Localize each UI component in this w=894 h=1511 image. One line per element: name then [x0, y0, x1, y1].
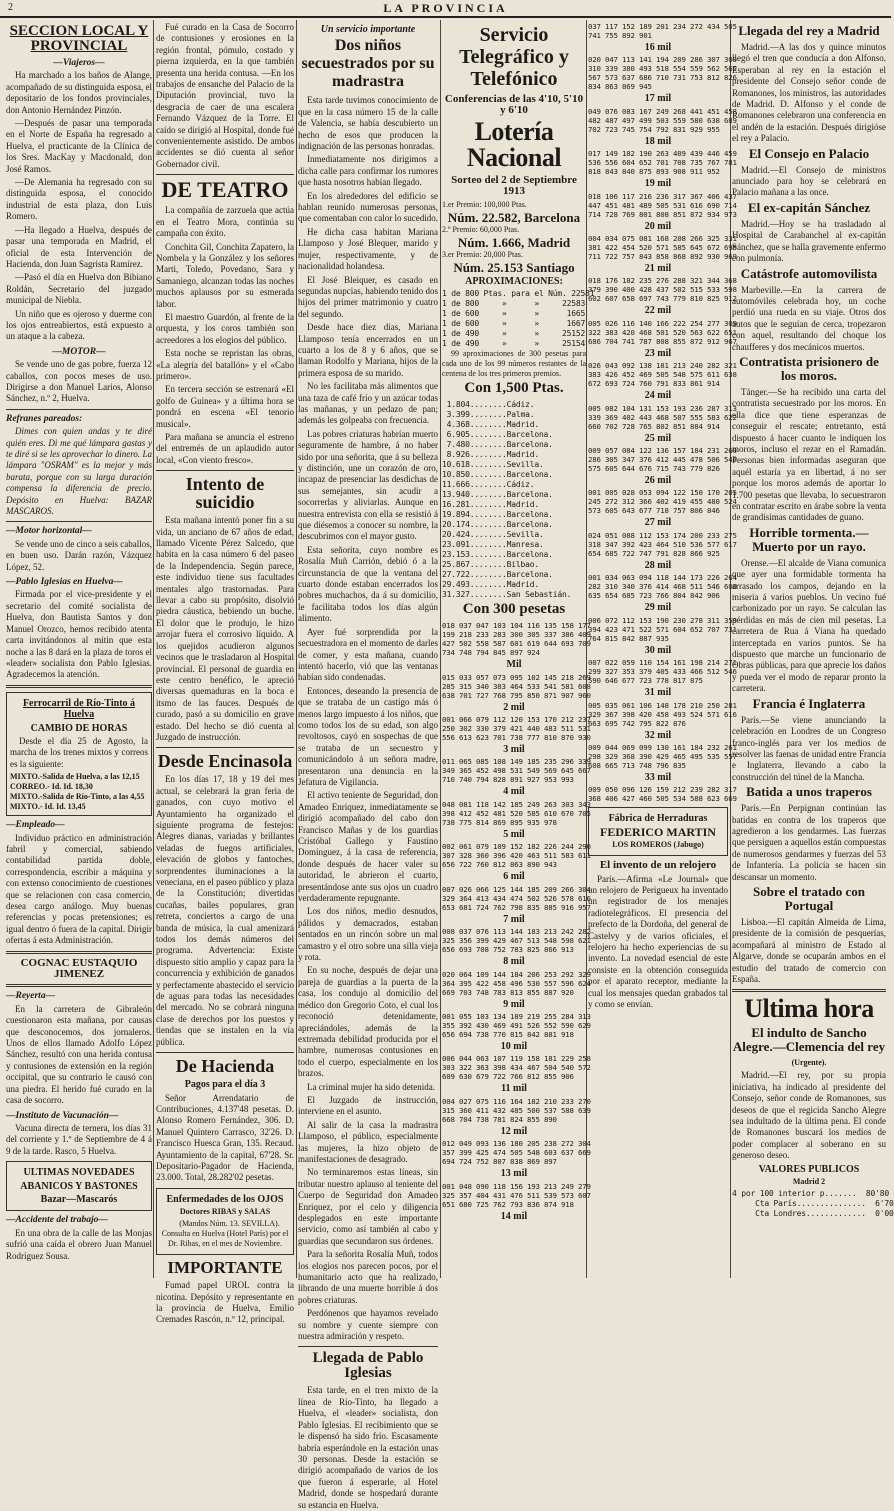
item-heading: —Pablo Iglesias en Huelva—	[6, 577, 123, 588]
paragraph: No les facilitaba más alimentos que una taza de café frío y un azúcar todas las mañanas, y un pedazo de pan; además les golpeaba con frecuencia.	[298, 381, 438, 426]
divider	[732, 989, 886, 992]
article-title: Llegada de Pablo Iglesias	[312, 1350, 424, 1382]
article-title: Dos niños secuestrados por su madrastra	[301, 37, 435, 91]
notice-title: Ferrocarril de Río-Tinto á Huelva	[22, 697, 136, 721]
thousand-heading: 12 mil	[500, 1125, 528, 1137]
paragraph: En los días 17, 18 y 19 del mes actual, se celebrará la gran feria de ganados, con cuyo motivo el Ayuntamiento ha organizado el siguiente programa de festejos: Alegres dianas, variadas y brillantes veladas de fuegos artificiales, elevación de globos y fantoches, sorprendentes iluminaciones a la veneciana, en el paseo público y plaza de la Constitución; divertidas cucañas, bailes populares, gran retreta, conciertos a cargo de una banda de música, la cual amenizará todos los demás números del programa. Advertencia: Existe dispuesto sitio amplio y capaz para la concurrencia y exhibición de ganados y perfectamente abastecido el servicio de aguas para todas las necesidades del mercado. No se cobrará ninguna clase de derechos por los puestos y tiendas que se instalen en la vía pública.	[156, 774, 294, 1047]
paragraph: Las pobres criaturas habrían muerto seguramente de hambre, á no haber sido por una señorita, que á su belleza y distinción, une un corazón de oro, incapaz de presenciar las desdichas de sus semejantes, sin acudir a socorrerlas y aliviarlas. Aunque en nuestra entrevista con ella se resistió á que diésemos a conocer su nombre, la descubrimos con el mayor gusto.	[298, 428, 438, 542]
prize-label: 2.º Premio: 60,000 Ptas.	[442, 225, 520, 235]
thousand-heading: 2 mil	[503, 701, 525, 713]
paragraph: —Ha llegado a Huelva, después de pasar una temporada en Madrid, el oficial de esta Intervención de Hacienda, don Juan Sagrista Ramírez.	[6, 224, 152, 269]
paragraph: Tánger.—Se ha recibido una carta del contratista secuestrado por los moros. En ella dice que tiene esperanzas de conseguir el rescate; entretanto, está dispuesto á hacer cuanto le indiquen los moros, incluso el rezar en el Ramadán. Personas bien informadas aseguran que aquél estaría ya en libertad, á no ser porque los moros además de aportar lo 1.700 pesetas que llevaba, lo secuestraron en contratar escrito en árabe sobre la venta de grandísimas cantidades de guano.	[732, 386, 886, 523]
item-heading: —Motor horizontal—	[6, 526, 92, 537]
number-block: 020 064 109 144 184 206 253 292 329 364 395 422 458 496 530 557 596 624 669 703 748 783 813 855 887 920	[442, 969, 591, 997]
paragraph: Se vende uno de cinco a seis caballos, en buen uso. Darán razón, Vázquez López, 52.	[6, 538, 152, 572]
paragraph: La criminal mujer ha sido detenida.	[307, 1081, 435, 1092]
prize-number: Núm. 25.153 Santiago	[453, 260, 575, 276]
railway-notice	[6, 692, 152, 816]
number-block: 005 026 116 140 166 222 254 277 309 322 383 420 468 501 520 563 622 651 686 704 741 787 808 855 872 912 967	[588, 318, 737, 346]
number-block: 009 044 069 099 130 161 184 232 261 298 329 368 390 429 465 495 535 557 608 665 713 748 796 835	[588, 742, 737, 770]
thousand-heading: 16 mil	[644, 42, 672, 53]
column-wire-news	[732, 22, 894, 1274]
paragraph: Marbeville.—En la carrera de automóviles celebrada hoy, un coche perdió una rueda en su viaje. Otros dos autos que le seguían de cerca, tropezaron con aquel, resultando del choque los chaufferes y dos mecánicos muertos.	[732, 284, 886, 352]
paragraph: —Pasó el día en Huelva don Bibiano Roldán, Secretario del juzgado municipal de Niebla.	[6, 272, 152, 306]
divider	[156, 174, 294, 175]
column-feature	[298, 22, 438, 1510]
ad-name: FEDERICO MARTIN	[600, 824, 716, 839]
article-title: IMPORTANTE	[167, 1258, 283, 1278]
divider	[6, 951, 152, 954]
thousand-heading: 24 mil	[644, 390, 672, 402]
number-block: 007 026 066 125 144 185 209 266 304 329 364 413 434 474 502 526 578 616 653 681 724 762 798 835 885 916 957	[442, 884, 591, 912]
ad-title: COGNAC EUSTAQUIO JIMENEZ	[20, 956, 138, 981]
thousand-heading: 29 mil	[644, 602, 672, 614]
item-heading: —Empleado—	[6, 820, 65, 831]
number-block: 011 065 085 108 149 185 235 296 339 349 365 452 498 531 549 569 645 667 710 740 794 828 891 927 953 993	[442, 757, 591, 785]
subtitle: APROXIMACIONES:	[465, 275, 563, 287]
number-block: 012 049 093 136 180 205 238 272 304 357 399 425 474 505 548 603 637 669 694 724 752 807 838 869 897	[442, 1139, 591, 1167]
paragraph: Esta mañana intentó poner fin a su vida, un anciano de 67 años de edad, llamado Vicente Pérez Salcedo, que habita en la casa número 6 del paseo de la Independencia. Según parece, este individuo tiene sus facultades mentales algo trastornadas. Para llevar a cabo su propósito, disolvió piedra cáustica, bebiendo un buche. El dolor que le produjo, le hizo arrojar fuera el corrosivo líquido. A los quejidos acudieron algunos vecinos que le trasladaron al Hospital provincial. El personal de guardia en este centro benéfico, le apreció diversas quemaduras en la boca e itsmo de las fauces. Después de curado, pasó a su domicilio en grave estado. Del hecho se dió cuenta al Juzgado de instrucción.	[156, 515, 294, 742]
paragraph: La compañía de zarzuela que actúa en el Teatro Mora, continúa su campaña con éxito.	[156, 205, 294, 239]
paragraph: Ha marchado a los baños de Alange, acompañado de su distinguida esposa, el depositario de los fondos provinciales, don Antonio Hernández Pinzón.	[6, 70, 152, 115]
paragraph: París.—Se viene anunciando la celebración en Londres de un Congreso franco-inglés para ver los medios de resolver las faenas de unidad entre Francia e Inglaterra, llevando a cabo la construcción del túnel de la Mancha.	[732, 714, 886, 782]
thousand-heading: 3 mil	[503, 744, 525, 756]
divider	[6, 984, 152, 987]
number-block: 026 043 092 138 181 213 240 282 321 383 426 452 469 505 548 575 611 638 672 693 724 760 791 833 861 914	[588, 361, 737, 389]
paragraph: Ayer fué sorprendida por la secuestradora en el momento de darles de comer, y esta mañana, cuando intentó hacerlo, vió que las ventanas habían sido condenadas.	[298, 626, 438, 683]
masthead	[0, 0, 891, 18]
paragraph: En tercera sección se estrenará «El golfo de Guinea» y a última hora se pondrá en escena «El tenorio musical».	[156, 384, 294, 429]
thousand-heading: 26 mil	[644, 475, 672, 487]
approximations-list: 1 de 800 Ptas. para el Núm. 22581 1 de 800 » » 22583 1 de 600 » » 1665 1 de 600 » » 1667 1 de 490 » » 25152 1 de 490 » » 25154	[442, 289, 595, 349]
section-heading: Servicio Telegráfico y Telefónico	[459, 24, 569, 90]
prize-group-title: Con 1,500 Ptas.	[464, 380, 564, 397]
item-heading: —Viajeros—	[53, 58, 105, 68]
thousand-heading: 7 mil	[503, 913, 525, 925]
column-news	[156, 22, 294, 1325]
paragraph: Los dos niños, medio desnudos, pálidos y demacrados, estaban sentados en un rincón sobre un mal camastro y el otro sobre una silla vieja y rota.	[298, 906, 438, 963]
article-title: Intento de suicidio	[185, 474, 265, 513]
divider	[156, 747, 294, 748]
thousand-heading: 18 mil	[644, 135, 672, 147]
number-block: 015 033 057 073 095 102 145 218 269 285 315 340 383 464 533 541 581 608 638 701 727 768 795 850 871 907 960	[442, 672, 591, 700]
thousand-heading: 6 mil	[503, 871, 525, 883]
bazar-ad	[6, 1161, 152, 1211]
article-title: De Hacienda	[175, 1056, 275, 1077]
number-block: 018 176 182 235 276 288 321 344 368 379 390 400 428 437 502 515 533 598 602 607 658 697 743 779 810 825 912	[588, 276, 737, 304]
paragraph: El Juzgado de instrucción, interviene en el asunto.	[298, 1094, 438, 1117]
paragraph: Lisboa.—El capitán Almeida de Lima, presidente de la comisión de pesquerías, acompañará al ministro de Estado al Algarve, donde se ocuparán ambos en el estudio del tratado de comercio con España.	[732, 916, 886, 984]
paragraph: He dicha casa habitan Mariana Llamposo y José Blequer, marido y mujer, respectivamente, y de nacionalidad holandesa.	[298, 226, 438, 272]
article-title: Llegada del rey a Madrid	[738, 23, 880, 38]
column-divider	[153, 20, 154, 1278]
thousand-heading: 22 mil	[644, 305, 672, 317]
paragraph: Madrid.—Hoy se ha trasladado al Hospital de Carabanchel al ex-capitán Sánchez, que se halla gravemente enfermo con pulmonía.	[732, 218, 886, 264]
thousand-heading: 30 mil	[644, 644, 672, 656]
thousand-heading: 32 mil	[644, 729, 672, 741]
paragraph: Madrid.—A las dos y quince minutos llegó el tren que conducía a don Alfonso. Esperaban al rey en la estación el presidente del Consejo señor conde de Romanones, los ministros, las autoridades de Madrid. D. Alfonso y el conde de Romanones celebraron una conferencia en el andén de la estación. Después dirigióse el rey a Palacio.	[732, 42, 886, 144]
item-heading: —Instituto de Vacunación—	[6, 1110, 119, 1121]
paragraph: París.—En Perpignan continúan las batidas en contra de los traperos que agredieron a los gendarmes. Las fuerzas que persiguen a aquellos están compuestas de numerosos gendarmes y fuerzas del 53 de Infantería. La policía se hacen sin descansar un momento.	[732, 803, 886, 882]
thousand-heading: 28 mil	[644, 559, 672, 571]
paragraph: Esta tarde tuvimos conocimiento de que en la casa número 15 de la calle de Valencia, se había descubierto un hecho de esos que producen la indignación de las personas honradas.	[298, 95, 438, 152]
paragraph: Esta noche se repristan las obras, «La alegría del batallón» y el «Cabo primero».	[156, 348, 294, 381]
paragraph: En la carretera de Gibraleón cuestionaron esta mañana, por causas que desconocemos, dos jornaleros. Unos de ellos llamado Adolfo López Sánchez, resultó con una herida contusa y contusiones de extensión en la región occipital, que su contrario le causó con una piedra. El herido fué curado en la casa de socorro.	[6, 1003, 152, 1106]
number-block: 002 061 079 109 152 182 226 244 290 307 328 360 396 420 463 511 583 611 656 722 760 812 863 890 943	[442, 842, 591, 870]
ad-line: ABANICOS Y BASTONES	[20, 1180, 138, 1192]
number-block: 009 050 096 126 159 212 239 282 317 368 406 427 460 505 534 588 623 669	[588, 785, 737, 804]
ad-line: Doctores RIBAS y SALAS	[179, 1207, 271, 1217]
number-block: 018 106 117 216 236 317 367 406 437 447 451 481 489 505 531 616 690 714 714 728 769 801 808 851 872 934 973	[588, 191, 737, 219]
thousand-heading: 4 mil	[503, 786, 525, 798]
column-divider	[296, 20, 297, 1278]
number-block: 007 022 059 110 154 161 198 214 271 299 327 353 379 405 433 466 512 546 590 646 677 723 778 817 875	[588, 658, 737, 686]
article-title: Catástrofe automovilista	[740, 265, 878, 281]
number-block: 020 047 113 141 194 209 286 307 309 310 339 380 493 518 554 559 562 565 567 573 637 686 710 731 753 812 826 834 863 869 945	[588, 55, 737, 92]
paragraph: Dimes con quien andas y te diré quién eres. Di me qué lámpara gastas y te diré si se les aprovechar lo dinero. La lámpara "OSRAM" es la mejor y más barata, porque con su larga duración compensa la diferencia de precio. Depósito en Huelva: BAZAR MASCAROS.	[6, 426, 152, 517]
paragraph: (Mandos Núm. 13. SEVILLA). Consulta en Huelva (Hotel París) por el Dr. Ribas, en el mes de Noviembre.	[161, 1219, 289, 1249]
article-title: El invento de un relojero	[599, 859, 717, 872]
ad-title: Enfermedades de los OJOS	[166, 1193, 284, 1205]
prize-number: Núm. 22.582, Barcelona	[447, 209, 581, 225]
number-block: 001 066 079 112 120 153 170 212 237 250 302 330 379 421 440 483 511 531 556 613 623 701 738 777 810 870 930	[442, 715, 591, 743]
column-local	[6, 22, 152, 1274]
thousand-heading: 13 mil	[500, 1168, 528, 1180]
thousand-heading: 25 mil	[644, 432, 672, 444]
ad-place: LOS ROMEROS (Jabugo)	[612, 840, 704, 850]
paragraph: Orense.—El alcalde de Viana comunica que ayer una formidable tormenta ha arrasado los campos, dejando en la miseria á varios pueblos. Un vecino fué carbonizado por un rayo. Se calculan las pérdidas en más de cien mil pesetas. La carretera de Rua á Viana ha quedado interceptada en varios puntos. Se ha dispuesto que marche un funcionario de Obras públicas, para que aprecie los daños y pueda ver el modo de reparar pronto la carretera.	[732, 557, 886, 694]
number-block: 001 048 090 118 156 193 213 249 279 325 357 404 431 476 511 539 573 607 651 680 725 762 793 836 874 918	[442, 1181, 591, 1209]
paragraph: Firmada por el vice-presidente y el secretario del comité socialista de Huelva, don Bautista Santos y don Manuel Orozco, hemos recibido atenta carta invitándonos al mitin que esta noche a las 8 dará en la plaza de toros el «leader» socialista don Pablo Iglesias. Agradecemos la atención.	[6, 589, 152, 680]
paragraph: Señor Arrendatario de Contribuciones, 4.137'48 pesetas. D. Alonso Romero Fernández, 306. D. Manuel Quintero Carrasco, 32'26. D. Francisco Huesca Gran, 135. Recaud. Ayuntamiento de la capital, 67'28. Sr. Depositario-Pagador de Hacienda, 23.000. Total, 28.282'02 pesetas.	[156, 1092, 294, 1183]
prize-group-title: Con 300 pesetas	[462, 601, 566, 618]
number-block: 049 076 083 167 249 268 441 451 458 482 487 497 499 503 559 580 638 689 702 723 745 754 792 831 929 955	[588, 106, 737, 134]
schedule-row: MIXTO.-Salida de Huelva, a las 12,15	[10, 772, 140, 782]
paragraph: En su noche, después de dejar una pareja de guardias a la puerta de la casa, los condujo al domicilio del médico don Gregorio Coto, el cual los reconoció detenidamente, apreciándoles, además de la extremada debilidad producida por el hambre, numerosas contusiones en todo el cuerpo, especialmente en los brazos.	[298, 965, 438, 1079]
number-block: 048 081 118 142 185 249 263 303 343 398 412 452 481 520 585 610 670 705 738 775 814 869 895 935 978	[442, 799, 591, 827]
paragraph: El activo teniente de Seguridad, don Amadeo Enriquez, inmediatamente se dirigió acompañado del cabo don Francisco Mañas y de los guardias Cristóbal Gallego y Faustino Domínguez, á la casa de referencia, donde después de hacer valer su autoridad, le abrieron el cuarto, presentándose ante sus ojos un cuadro verdaderamente repugnante.	[298, 790, 438, 904]
item-heading: —MOTOR—	[52, 346, 106, 357]
divider	[6, 409, 152, 410]
prize-number: Núm. 1.666, Madrid	[457, 235, 571, 251]
paragraph: Fumad papel UROL contra la nicotina. Depósito y representante en la provincia de Huelva, Emilio Cremades Rascón, n.º 12, principal.	[156, 1280, 294, 1325]
number-block: 017 149 182 190 263 409 439 446 459 536 556 604 652 701 708 735 767 781 818 843 840 875 893 908 911 952	[588, 149, 737, 177]
number-block: 006 072 112 153 190 230 278 311 359 394 423 471 522 571 604 652 707 731 764 815 842 887 935	[588, 615, 737, 643]
thousand-heading: 23 mil	[644, 347, 672, 359]
number-block: 005 082 104 131 153 193 236 287 313 339 369 402 443 468 507 555 583 622 660 702 728 765 802 851 884 914	[588, 403, 737, 431]
number-block: 001 055 103 134 189 219 255 284 313 355 392 430 469 491 526 552 590 629 656 694 738 770 815 842 881 918	[442, 1011, 591, 1039]
article-title: Desde Encinasola	[157, 751, 293, 772]
paragraph: —De Alemania ha regresado con su distinguida esposa, el conocido industrial de esta plaza, don Luis Romero.	[6, 177, 152, 222]
paragraph: En una obra de la calle de las Monjas sufrió una caída el obrero Juan Manuel Rodríguez Sousa.	[6, 1227, 152, 1261]
paragraph: Un niño que es ojeroso y duerme con los ojos entreabiertos, está expuesto a un ataque a la cabeza.	[6, 308, 152, 342]
thousand-heading: 33 mil	[644, 771, 672, 783]
thousand-heading: 21 mil	[644, 263, 672, 275]
eye-clinic-ad	[156, 1188, 294, 1255]
article-title: Francia é Inglaterra	[752, 695, 866, 711]
item-heading: Refranes pareados:	[6, 413, 83, 424]
article-title: Sobre el tratado con Portugal	[752, 883, 866, 913]
ad-title: Fábrica de Herraduras	[608, 813, 708, 825]
number-block: 018 037 047 103 104 116 135 158 177 199 218 233 283 300 305 337 386 409 427 502 558 587 601 619 644 693 709 734 748 794 845 897 924	[442, 621, 591, 658]
item-heading: —Reyerta—	[6, 991, 56, 1002]
article-title: Horrible tormenta.—Muerto por un rayo.	[749, 524, 869, 554]
paragraph: Al salir de la casa la madrastra Llamposo, el público, especialmente las mujeres, la hizo objeto de manifestaciones de desagrado.	[298, 1119, 438, 1164]
paragraph: En los alrededores del edificio se hablan reunido numerosas personas, que comentaban con calor lo sucedido.	[298, 190, 438, 224]
number-block: 024 051 088 112 153 174 200 233 275 318 347 392 423 464 510 536 577 617 654 685 722 747 791 828 866 925	[588, 530, 737, 558]
divider	[6, 685, 152, 688]
paragraph: 99 aproximaciones de 300 pesetas para cada uno de los 99 números restantes de la centena de los tres primeros premios.	[442, 349, 586, 379]
paragraph: Perdónenos que hayamos revelado su nombre y cuente siempre con nuestra admiración y respeto.	[298, 1308, 438, 1342]
stock-values: 4 por 100 interior p....... 80'80 Cta París............... 6'70 Cta Londres............. 0'00	[732, 1189, 894, 1219]
thousand-heading: 11 mil	[501, 1083, 527, 1095]
article-title: El ex-capitán Sánchez	[747, 199, 871, 215]
schedule-row: MIXTO.-Salida de Río-Tinto, a las 4,55	[10, 792, 145, 802]
prize-list: 1.804........Cádiz. 3.399........Palma. 4.368........Madrid. 6.905........Barcelona. 7.480........Barcelona. 8.926........Madrid. 10.618........Sevilla. 10.850........Barcelona. 11.666........Cádiz. 13.940........Barcelona. 16.281........Madrid. 19.894........Barcelona. 20.174........Barcelona. 20.424........Sevilla. 23.091........Manresa. 23.153........Barcelona. 25.867........Bilbao. 27.722........Barcelona. 29.493........Madrid. 31.327........San Sebastián.	[442, 400, 572, 600]
column-telegraph	[442, 22, 595, 1274]
thousand-heading: 27 mil	[644, 517, 672, 529]
paragraph: Para la señorita Rosalía Muñ, todos los elogios nos parecen pocos, por el humanitario acto que ha realizado, librando de una muerte horrible á dos pobres criaturas.	[298, 1249, 438, 1305]
paragraph: Desde hace diez días, Mariana Llamposo tenía encerrados en un cuarto a los de 8 y 6 años, que se llaman Rodolfo y Mariana, hijos de la primera esposa de su marido.	[298, 322, 438, 378]
paragraph: Inmediatamente nos dirigimos a dicha calle para confirmar los rumores que hasta nosotros habían llegado.	[298, 154, 438, 188]
lottery-sections	[588, 42, 737, 804]
number-block: 004 027 075 116 164 182 210 233 270 315 360 411 432 485 500 537 588 639 668 704 738 781 824 855 890	[442, 1096, 591, 1124]
section-heading: Ultima hora	[744, 994, 874, 1024]
section-heading: SECCION LOCAL Y PROVINCIAL	[9, 23, 149, 54]
paragraph: No terminaremos estas líneas, sin tributar nuestro aplauso al teniente del Cuerpo de Seguridad don Amadeo Enriquez, por el celo y diligencia desplegados en este importante servicio, como así también al cabo y guardias que secundaron sus órdenes.	[298, 1167, 438, 1246]
article-title: El indulto de Sancho Alegre.—Clemencia del rey	[732, 1025, 886, 1055]
ad-line: ULTIMAS NOVEDADES	[23, 1167, 135, 1179]
subtitle: Madrid 2	[792, 1177, 826, 1187]
number-block: 009 057 084 122 136 157 184 231 269 286 305 347 376 412 445 478 506 546 575 605 644 676 715 743 779 826	[588, 446, 737, 474]
thousand-heading: 31 mil	[644, 687, 672, 699]
thousand-heading: 19 mil	[644, 178, 672, 190]
newspaper-title: LA PROVINCIA	[383, 1, 508, 15]
number-block: 005 035 061 106 148 178 210 250 281 329 367 398 420 458 493 524 571 616 663 695 742 795 822 876	[588, 700, 737, 728]
kicker: Un servicio importante	[320, 24, 416, 35]
lottery-date: Sorteo del 2 de Septiembre 1913	[451, 173, 577, 198]
paragraph: Para mañana se anuncia el estreno del entremés de un aplaudido autor local, «Con viento fresco».	[156, 432, 294, 465]
prize-label: 1.er Premio: 100,000 Ptas.	[442, 199, 527, 209]
thousand-heading: 17 mil	[644, 93, 672, 105]
horseshoe-factory-ad	[588, 807, 728, 856]
number-block: 004 034 075 081 168 208 266 325 331 381 422 454 520 571 585 645 672 690 711 722 757 843 858 868 892 930 969	[588, 234, 737, 262]
schedule-row: MIXTO.- Id. Id. 13,45	[10, 802, 86, 812]
thousand-heading: 20 mil	[644, 220, 672, 232]
thousand-heading: 8 mil	[503, 956, 525, 968]
divider	[298, 1346, 438, 1347]
number-block: 001 005 028 053 094 122 150 170 205 245 272 312 366 402 419 455 480 524 573 605 643 677 718 757 806 846	[588, 488, 737, 516]
number-block: 037 117 152 189 201 234 272 434 505 741 755 892 901	[588, 22, 737, 40]
paragraph: Conchita Gil, Conchita Zapatero, la Nombela y la González y los señores Marti, Toledo, Povedano, Sara y Samaniego, alcanzan todas las noches muchos aplausos por su esmerada labor.	[156, 241, 294, 309]
article-title: Contratista prisionero de los moros.	[739, 353, 879, 383]
article-title: El Consejo en Palacio	[748, 145, 870, 161]
paragraph: —Después de pasar una temporada en el Norte de España ha regresado a Huelva, el practicante de la Clínica de los Sres. MacKay y Macdonald, don José Ramos.	[6, 118, 152, 174]
paragraph: Se vende uno de gas pobre, fuerza 12 caballos, con pocos meses de uso. Dirigirse a don Manuel Larios, Alonso Sánchez, n.º 2, Huelva.	[6, 359, 152, 404]
thousand-heading: 10 mil	[500, 1040, 528, 1052]
subtitle: VALORES PUBLICOS	[758, 1163, 860, 1175]
item-heading: —Accidente del trabajo—	[6, 1215, 108, 1226]
paragraph: Esta señorita, cuyo nombre es Rosalía Muñ Carrión, debió ó a la circunstancia de que la ventana del cuarto donde estaban encerrados los pobres muchachos, da á su domicilio, le facilitaba todos los días algún alimento.	[298, 544, 438, 624]
paragraph: El maestro Guardón, al frente de la orquesta, y los coros también son acreedores a los elogios del público.	[156, 311, 294, 345]
prize-label: 3.er Premio: 20,000 Ptas.	[442, 250, 523, 260]
paragraph: Madrid.—El Consejo de ministros anunciado para hoy se celebrará en Palacio mañana a las once.	[732, 164, 886, 198]
paragraph: Fué curado en la Casa de Socorro de contusiones y erosiones en la región frontal, pómulo, costado y pierna izquierda, en la que también presenta una herida contusa. —En los trabajos de ensanche del Palacio de la Diputación provincial, tuvo la desgracia de caer de una escalera Fernando Vázquez de la Torre. El caído se dirigió al Hospital, donde fué convenientemente asistido. De ambos accidentes se dió cuenta al señor Gobernador civil.	[156, 22, 294, 169]
subtitle: (Urgente).	[791, 1058, 827, 1068]
thousand-heading: 5 mil	[503, 828, 525, 840]
page-number: 2	[8, 2, 13, 13]
paragraph: Entonces, deseando la presencia de que se trataba de un castigo más ó menos largo impuesto á los niños, que como todos los de su edad, son algo revoltosos, cayó en sospechas de que se trataba de un secuestro y comunicándolo á un señora madre, presentaron una denuncia en la Jefatura de Vigilancia.	[298, 685, 438, 787]
number-block: 008 037 076 113 144 183 213 242 282 325 356 399 429 467 513 548 598 621 656 693 708 752 783 825 866 913	[442, 927, 591, 955]
paragraph: Desde el día 25 de Agosto, la marcha de los trenes mixtos y correos es la siguiente:	[10, 735, 148, 769]
number-block: 001 034 063 094 118 144 173 226 264 282 310 340 376 414 468 511 546 600 635 654 685 723 766 804 842 906	[588, 573, 737, 601]
article-title: Batida a unos traperos	[746, 784, 872, 800]
divider	[156, 470, 294, 471]
column-divider	[586, 20, 587, 1278]
divider	[6, 521, 152, 522]
notice-subtitle: CAMBIO DE HORAS	[30, 722, 128, 734]
subtitle: Pagos para el día 3	[184, 1079, 266, 1091]
article-title: DE TEATRO	[161, 177, 289, 203]
divider	[156, 1052, 294, 1053]
subtitle: Conferencias de las 4'10, 5'10 y 6'10	[444, 93, 584, 117]
paragraph: Vacuna directa de ternera, los días 31 del corriente y 1.º de Septiembre de 4 á 9 de la tarde. Rasco, 5 Huelva.	[6, 1122, 152, 1156]
ad-line: Bazar—Mascarós	[40, 1193, 118, 1205]
lottery-title: Lotería Nacional	[466, 116, 562, 172]
paragraph: Madrid.—El rey, por su propia iniciativa, ha indicado al presidente del Consejo, señor conde de Romanones, sus deseos de que el regicida Sancho Alegre sea indultado de la última pena. El conde de Romanones buscará los medios de poder complacer al soberano en su generoso deseo.	[732, 1070, 886, 1161]
paragraph: Individuo práctico en administración fabril y comercial, sabiendo contabilidad partida doble, correspondencia, escribir a máquina y con extenso conocimiento de cuestiones que se relacionen con casa comercio, desea cargo análogo. Muy buenas referencias y pocas pretensiones; es igual dentro ó fuera de la capital. Dirigir ofertas á esta Administración.	[6, 832, 152, 946]
paragraph: El José Bleiquer, es casado en segundas nupcias, habiendo tenido dos hijos del primer matrimonio y cuatro del segundo.	[298, 274, 438, 319]
number-block: 006 044 063 107 119 158 181 229 258 303 322 363 398 434 467 504 540 572 609 630 679 722 766 812 855 906	[442, 1054, 591, 1082]
paragraph: París.—Afirma «Le Journal» que un relojero de Perigueux ha inventado un registrador de los menajes radiotelegráficos. El presencia del prefecto de la Dordoña, del general de Castelvy y de varios oficiales, el relojero ha hecho experiencias de su invento. La novedad esencial de este consiste en la obtención conseguida por el aparato receptor, mediante la cual los mensajes quedan grabados tal y como se envían.	[588, 873, 728, 1009]
thousand-heading: 14 mil	[500, 1210, 528, 1222]
thousand-heading: Mil	[506, 659, 522, 671]
column-divider	[440, 20, 441, 1278]
thousand-heading: 9 mil	[503, 998, 525, 1010]
schedule-row: CORREO.- Id. Id. 18,30	[10, 782, 93, 792]
paragraph: Esta tarde, en el tren mixto de la línea de Río-Tinto, ha llegado a Huelva, el «leader» socialista, don Pablo Iglesias. El recibimiento que se le dispensó ha sido frío. Escasamente habría esperándole en la estación unas 30 personas. Desde la estación se dirigió acompañado de varios de los que fueron á esperarle, al Hotel Madrid, donde se hospedará durante su estancia en Huelva.	[298, 1385, 438, 1510]
column-lottery-numbers	[588, 22, 737, 1274]
